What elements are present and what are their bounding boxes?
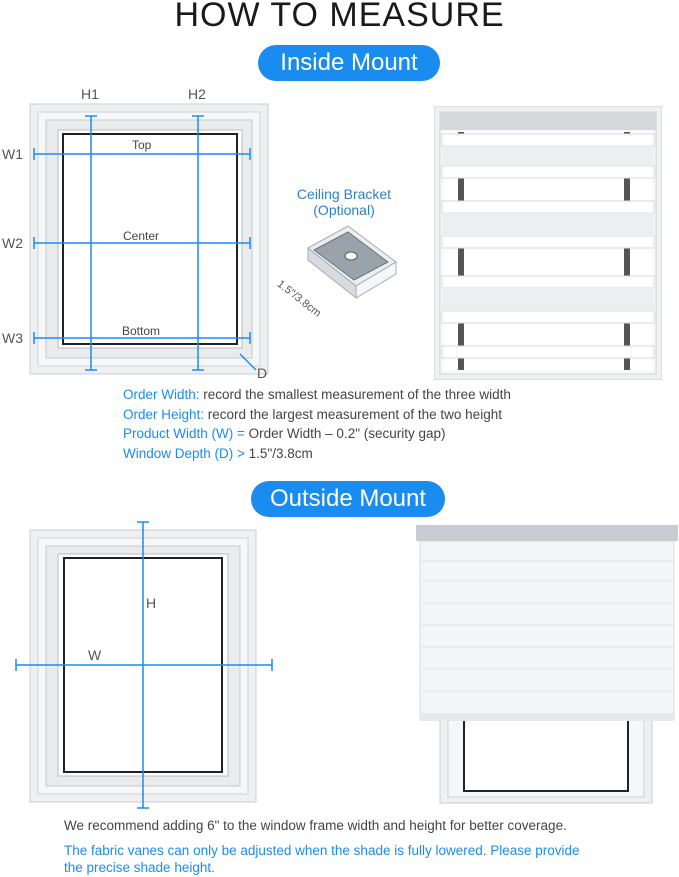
top-label: Top: [132, 138, 152, 152]
note-order-width: Order Width: record the smallest measurement of the three width: [123, 387, 511, 402]
w2-label: W2: [2, 235, 23, 251]
measure-notes: [123, 385, 643, 463]
h1-label: H1: [81, 86, 99, 102]
footer-vanes-note: The fabric vanes can only be adjusted when the shade is fully lowered. Please provide the precise shade height.: [64, 843, 580, 875]
bracket-caption-line2: (Optional): [313, 202, 375, 218]
outside-mount-pill: Outside Mount: [251, 481, 445, 517]
ceiling-bracket-image: [296, 222, 406, 300]
w1-label: W1: [2, 146, 23, 162]
note-order-height: Order Height: record the largest measurement of the two height: [123, 406, 502, 422]
bracket-caption-line1: Ceiling Bracket: [296, 186, 392, 202]
center-label: Center: [123, 229, 160, 243]
page-title: HOW TO MEASURE: [174, 0, 505, 34]
outside-window-diagram: [0, 520, 280, 812]
note-window-depth: Window Depth (D) > 1.5"/3.8cm: [123, 445, 313, 461]
h-label: H: [146, 595, 157, 611]
note-product-width: Product Width (W) = Order Width – 0.2" (security gap): [123, 426, 446, 441]
bottom-label: Bottom: [122, 324, 161, 338]
inside-mount-pill: Inside Mount: [258, 45, 440, 81]
inside-mount-shade-image: [434, 106, 662, 380]
outside-mount-shade-image: [416, 523, 678, 806]
bracket-dimension: 1.5"/3.8cm: [274, 278, 324, 320]
h2-label: H2: [188, 86, 206, 102]
bracket-caption: [286, 186, 402, 218]
footer-recommendation: We recommend adding 6" to the window frame width and height for better coverage.: [64, 818, 567, 833]
depth-label: D: [257, 365, 268, 381]
w-label: W: [88, 647, 102, 663]
w3-label: W3: [2, 330, 23, 346]
